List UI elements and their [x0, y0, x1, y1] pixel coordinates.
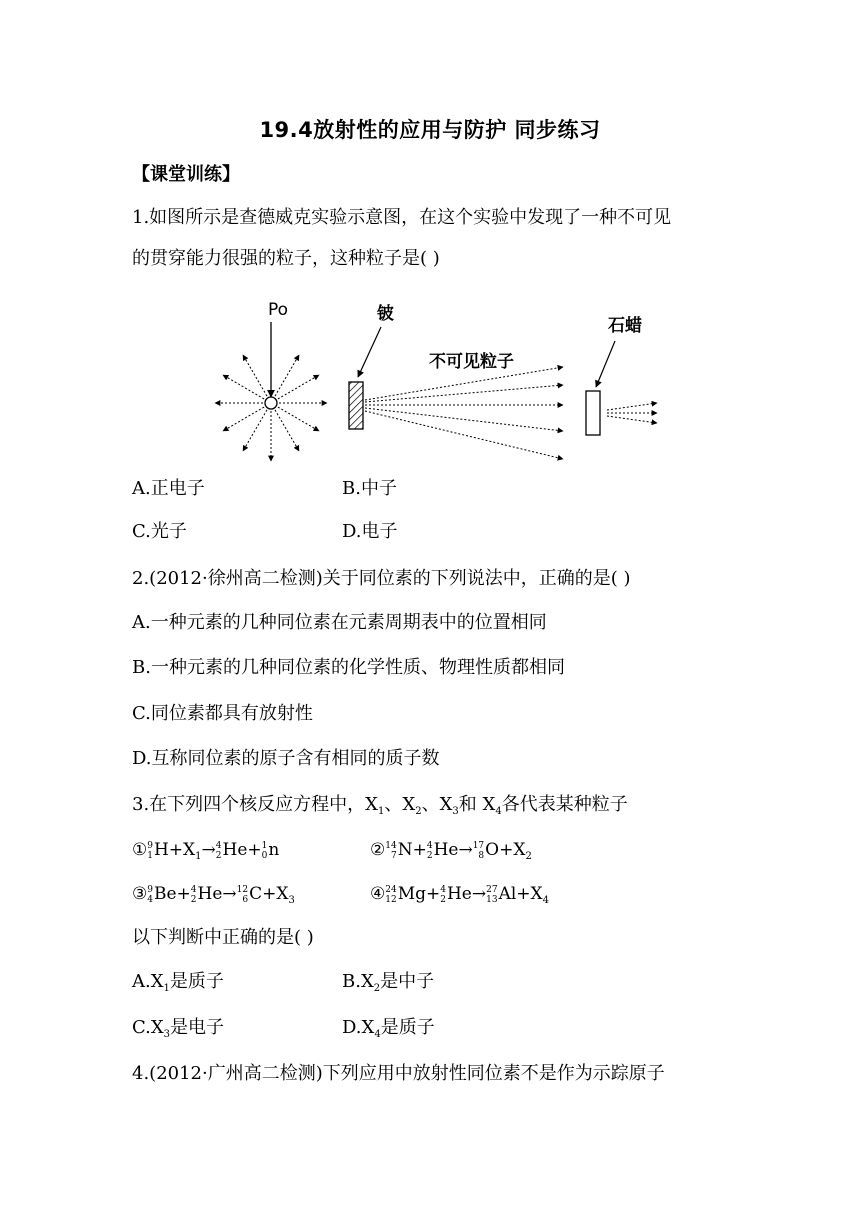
q3-judge: 以下判断中正确的是( )	[132, 927, 314, 948]
q2-option-b: B.一种元素的几种同位素的化学性质、物理性质都相同	[132, 657, 565, 678]
q1-stem-line2: 的贯穿能力很强的粒子，这种粒子是( )	[132, 248, 440, 269]
reaction-equation-3: ③ 9 4 Be+ 4 2 He→ 12 6 $C+X_3$	[132, 884, 295, 906]
beryllium-pointer	[358, 327, 381, 377]
invisible-particle-label: 不可见粒子	[429, 352, 514, 372]
q2-stem: 2.(2012·徐州高二检测)关于同位素的下列说法中，正确的是( )	[132, 568, 631, 589]
invisible-particle-rays	[365, 367, 563, 459]
paraffin-label: 石蜡	[608, 316, 642, 336]
beryllium-target	[349, 382, 363, 429]
q1-option-b: B.中子	[342, 478, 397, 499]
q3-option-d: $D.X_4$是质子	[342, 1017, 435, 1040]
chadwick-experiment-diagram	[205, 295, 665, 470]
beryllium-label: 铍	[377, 304, 394, 324]
po-label: Po	[268, 300, 289, 320]
q3-option-c: $C.X_3$是电子	[132, 1017, 225, 1040]
q2-option-c: C.同位素都具有放射性	[132, 703, 313, 724]
q3-option-a: $A.X_1$是质子	[132, 971, 224, 994]
paraffin-block	[586, 391, 600, 435]
reaction-equation-1: ① 9 1 $H+X_1\to$ 4 2 He+ 1 0 n	[132, 840, 280, 862]
q1-option-d: D.电子	[342, 521, 398, 542]
reaction-equation-2: ② 14 7 N+ 4 2 He→ 17 8 $O+X_2$	[370, 840, 532, 862]
section-heading: 【课堂训练】	[132, 164, 240, 185]
q4-stem: 4.(2012·广州高二检测)下列应用中放射性同位素不是作为示踪原子	[132, 1063, 665, 1084]
q3-stem: 3.在下列四个核反应方程中，$X_1$、$X_2$、$X_3$和 $X_4$各代表某种粒子	[132, 794, 628, 817]
reaction-equation-4: ④ 24 12 Mg+ 4 2 He→ 27 13 $Al+X_4$	[370, 884, 550, 906]
q1-option-c: C.光子	[132, 521, 187, 542]
q2-option-d: D.互称同位素的原子含有相同的质子数	[132, 748, 440, 769]
polonium-source	[265, 397, 277, 409]
q1-option-a: A.正电子	[132, 478, 205, 499]
q3-option-b: $B.X_2$是中子	[342, 971, 435, 994]
paraffin-pointer	[596, 341, 615, 387]
q2-option-a: A.一种元素的几种同位素在元素周期表中的位置相同	[132, 612, 547, 633]
q1-stem-line1: 1.如图所示是查德威克实验示意图，在这个实验中发现了一种不可见	[132, 207, 672, 228]
proton-rays	[607, 403, 657, 423]
page-title: 19.4放射性的应用与防护 同步练习	[259, 118, 601, 142]
